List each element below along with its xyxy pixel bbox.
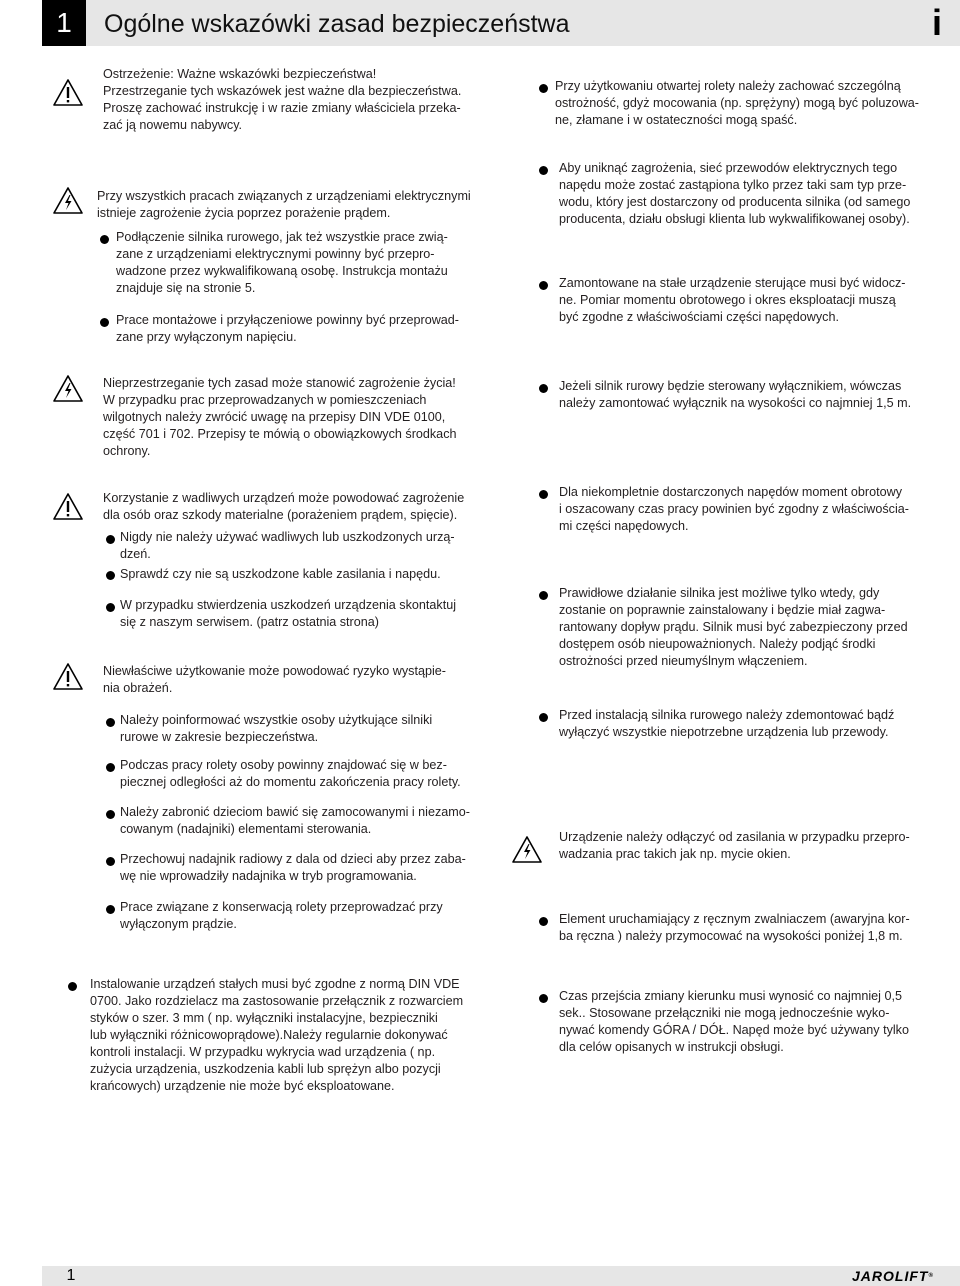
text-line: cowanym (nadajniki) elementami sterowania. bbox=[120, 822, 372, 836]
list-item bbox=[120, 529, 455, 563]
text-line: dzeń. bbox=[120, 547, 151, 561]
text-line: Niewłaściwe użytkowanie może powodować ryzyko wystąpie- bbox=[103, 664, 446, 678]
list-item bbox=[559, 484, 909, 535]
text-line: Prawidłowe działanie silnika jest możliwe tylko wtedy, gdy bbox=[559, 586, 880, 600]
warning-triangle-icon bbox=[52, 662, 84, 691]
bullet-icon bbox=[539, 713, 548, 722]
bullet-icon bbox=[106, 571, 115, 580]
text-line: Aby uniknąć zagrożenia, sieć przewodów elektrycznych tego bbox=[559, 161, 898, 175]
text-line: Nigdy nie należy używać wadliwych lub uszkodzonych urzą- bbox=[120, 530, 455, 544]
text-line: zać ją nowemu nabywcy. bbox=[103, 118, 243, 132]
list-item bbox=[559, 585, 908, 670]
bullet-icon bbox=[539, 84, 548, 93]
text-line: 0700. Jako rozdzielacz ma zastosowanie przełącznik z rozwarciem bbox=[90, 994, 464, 1008]
text-line: Przestrzeganie tych wskazówek jest ważne dla bezpieczeństwa. bbox=[103, 84, 462, 98]
text-line: sek.. Stosowane przełączniki nie mogą jednocześnie wyko- bbox=[559, 1006, 890, 1020]
electric-warning-2 bbox=[103, 375, 457, 460]
text-line: Urządzenie należy odłączyć od zasilania w przypadku przepro- bbox=[559, 830, 910, 844]
warning-defective bbox=[103, 490, 464, 524]
list-item bbox=[120, 712, 432, 746]
text-line: ostrożność, gdyż mocowania (np. sprężyny) mogą być poluzowa- bbox=[555, 96, 919, 110]
list-item bbox=[555, 78, 919, 129]
text-line: wadzania prac takich jak np. mycie okien. bbox=[559, 847, 791, 861]
logo-text: JAROLIFT bbox=[852, 1268, 929, 1284]
text-line: Element uruchamiający z ręcznym zwalniaczem (awaryjna kor- bbox=[559, 912, 910, 926]
list-item bbox=[116, 312, 459, 346]
electric-hazard-icon bbox=[52, 374, 84, 403]
list-item bbox=[120, 804, 470, 838]
warning-triangle-icon bbox=[52, 78, 84, 107]
text-line: dla osób oraz szkody materialne (porażeniem prądem, spięcie). bbox=[103, 508, 458, 522]
bullet-icon bbox=[539, 166, 548, 175]
text-line: W przypadku stwierdzenia uszkodzeń urządzenia skontaktuj bbox=[120, 598, 457, 612]
list-item bbox=[120, 566, 441, 583]
text-line: Prace związane z konserwacją rolety przeprowadzać przy bbox=[120, 900, 443, 914]
text-line: mi części napędowych. bbox=[559, 519, 689, 533]
bullet-icon bbox=[106, 810, 115, 819]
text-line: napędu może zostać zastąpiona tylko przez taki sam typ prze- bbox=[559, 178, 907, 192]
text-line: Czas przejścia zmiany kierunku musi wynosić co najmniej 0,5 bbox=[559, 989, 902, 1003]
text-line: zostanie on poprawnie zainstalowany i będzie miał zagwa- bbox=[559, 603, 886, 617]
text-line: Należy poinformować wszystkie osoby użytkujące silniki bbox=[120, 713, 433, 727]
info-icon: i bbox=[931, 2, 942, 43]
text-line: wyłączonym prądzie. bbox=[120, 917, 237, 931]
bullet-icon bbox=[539, 281, 548, 290]
electric-warning-3 bbox=[559, 829, 910, 863]
warning-triangle-icon bbox=[52, 492, 84, 521]
list-item bbox=[559, 988, 909, 1056]
list-item bbox=[559, 707, 894, 741]
list-item bbox=[120, 757, 461, 791]
list-item bbox=[90, 976, 463, 1095]
text-line: istnieje zagrożenie życia poprzez porażenie prądem. bbox=[97, 206, 391, 220]
text-line: rurowe w zakresie bezpieczeństwa. bbox=[120, 730, 319, 744]
text-line: Podczas pracy rolety osoby powinny znajdować się w bez- bbox=[120, 758, 447, 772]
text-line: wę nie wprowadziły nadajnika w tryb programowania. bbox=[120, 869, 417, 883]
bullet-icon bbox=[106, 763, 115, 772]
bullet-icon bbox=[106, 603, 115, 612]
text-line: Korzystanie z wadliwych urządzeń może powodować zagrożenie bbox=[103, 491, 465, 505]
bullet-icon bbox=[106, 718, 115, 727]
list-item bbox=[559, 911, 910, 945]
text-line: Należy zabronić dzieciom bawić się zamocowanymi i niezamo- bbox=[120, 805, 470, 819]
text-line: Sprawdź czy nie są uszkodzone kable zasilania i napędu. bbox=[120, 567, 441, 581]
text-line: Zamontowane na stałe urządzenie sterujące musi być widocz- bbox=[559, 276, 906, 290]
bullet-icon bbox=[539, 490, 548, 499]
text-line: krańcowych) urządzenie nie może być eksploatowane. bbox=[90, 1079, 395, 1093]
text-line: być zgodne z właściwościami części napędowych. bbox=[559, 310, 839, 324]
warning-general bbox=[103, 66, 461, 134]
text-line: styków o szer. 3 mm ( np. wyłączniki instalacyjne, bezpieczniki bbox=[90, 1011, 438, 1025]
text-line: zane z urządzeniami elektrycznymi powinny być przepro- bbox=[116, 247, 435, 261]
text-line: Przed instalacją silnika rurowego należy zdemontować bądź bbox=[559, 708, 895, 722]
text-line: Przy użytkowaniu otwartej rolety należy zachować szczególną bbox=[555, 79, 901, 93]
text-line: nia obrażeń. bbox=[103, 681, 173, 695]
text-line: Jeżeli silnik rurowy będzie sterowany wyłącznikiem, wówczas bbox=[559, 379, 902, 393]
text-line: się z naszym serwisem. (patrz ostatnia strona) bbox=[120, 615, 379, 629]
text-line: ne. Pomiar momentu obrotowego i okres eksploatacji muszą bbox=[559, 293, 896, 307]
text-line: producenta, działu obsługi klienta lub wykwalifikowanej osoby). bbox=[559, 212, 910, 226]
list-item bbox=[116, 229, 448, 297]
electric-hazard-icon bbox=[52, 186, 84, 215]
text-line: i oszacowany czas pracy powinien być zgodny z właściwościa- bbox=[559, 502, 909, 516]
text-line: W przypadku prac przeprowadzanych w pomieszczeniach bbox=[103, 393, 427, 407]
text-line: zużycia urządzenia, uszkodzenia kabli lub sprężyn albo pozycji bbox=[90, 1062, 441, 1076]
text-line: Instalowanie urządzeń stałych musi być zgodne z normą DIN VDE bbox=[90, 977, 460, 991]
bullet-icon bbox=[539, 994, 548, 1003]
page-title: Ogólne wskazówki zasad bezpieczeństwa bbox=[104, 10, 570, 38]
page-number: 1 bbox=[42, 1266, 100, 1286]
list-item bbox=[559, 160, 910, 228]
bullet-icon bbox=[106, 905, 115, 914]
footer-bar bbox=[100, 1266, 960, 1286]
text-line: ne, złamane i w ostateczności mogą spaść. bbox=[555, 113, 798, 127]
list-item bbox=[120, 851, 466, 885]
logo-mark: ® bbox=[928, 1273, 934, 1279]
bullet-icon bbox=[100, 318, 109, 327]
text-line: znajduje się na stronie 5. bbox=[116, 281, 256, 295]
text-line: wadzone przez wykwalifikowaną osobę. Instrukcja montażu bbox=[116, 264, 448, 278]
section-number: 1 bbox=[42, 0, 86, 46]
text-line: nywać komendy GÓRA / DÓŁ. Napęd może być używany tylko bbox=[559, 1023, 909, 1037]
list-item bbox=[559, 378, 911, 412]
text-line: Przy wszystkich pracach związanych z urządzeniami elektrycznymi bbox=[97, 189, 471, 203]
bullet-icon bbox=[106, 535, 115, 544]
list-item bbox=[559, 275, 906, 326]
text-line: ostrożności przed nieumyślnym włączeniem. bbox=[559, 654, 808, 668]
bullet-icon bbox=[68, 982, 77, 991]
text-line: Prace montażowe i przyłączeniowe powinny być przeprowad- bbox=[116, 313, 459, 327]
text-line: ba ręczna ) należy przymocować na wysokości poniżej 1,8 m. bbox=[559, 929, 903, 943]
text-line: dla celów opisanych w instrukcji obsługi. bbox=[559, 1040, 784, 1054]
electric-hazard-icon bbox=[511, 835, 543, 864]
text-line: kontroli instalacji. W przypadku wykrycia wad urządzenia ( np. bbox=[90, 1045, 436, 1059]
jarolift-logo bbox=[852, 1268, 934, 1284]
text-line: wyłączyć wszystkie niepotrzebne urządzenia lub przewody. bbox=[559, 725, 889, 739]
text-line: część 701 i 702. Przepisy te mówią o obowiązkowych środkach bbox=[103, 427, 457, 441]
warning-misuse bbox=[103, 663, 446, 697]
electric-warning-1 bbox=[97, 188, 471, 222]
list-item bbox=[120, 597, 456, 631]
text-line: piecznej odległości aż do momentu zakończenia pracy rolety. bbox=[120, 775, 461, 789]
text-line: lub wyłączniki różnicowoprądowe).Należy regularnie dokonywać bbox=[90, 1028, 448, 1042]
bullet-icon bbox=[539, 384, 548, 393]
text-line: Przechowuj nadajnik radiowy z dala od dzieci aby przez zaba- bbox=[120, 852, 466, 866]
bullet-icon bbox=[539, 917, 548, 926]
list-item bbox=[120, 899, 443, 933]
text-line: rantowany dopływ prądu. Silnik musi być zabezpieczony przed bbox=[559, 620, 908, 634]
bullet-icon bbox=[100, 235, 109, 244]
text-line: ochrony. bbox=[103, 444, 151, 458]
text-line: Nieprzestrzeganie tych zasad może stanowić zagrożenie życia! bbox=[103, 376, 456, 390]
text-line: zane przy wyłączonym napięciu. bbox=[116, 330, 297, 344]
text-line: Podłączenie silnika rurowego, jak też wszystkie prace zwią- bbox=[116, 230, 448, 244]
text-line: należy zamontować wyłącznik na wysokości co najmniej 1,5 m. bbox=[559, 396, 912, 410]
bullet-icon bbox=[539, 591, 548, 600]
text-line: wilgotnych należy zwrócić uwagę na przepisy DIN VDE 0100, bbox=[103, 410, 446, 424]
text-line: Proszę zachować instrukcję i w razie zmiany właściciela przeka- bbox=[103, 101, 461, 115]
text-line: Ostrzeżenie: Ważne wskazówki bezpieczeństwa! bbox=[103, 67, 377, 81]
text-line: wodu, który jest dostarczony od producenta silnika (od samego bbox=[559, 195, 911, 209]
text-line: dostępem osób nieupoważnionych. Należy podjąć środki bbox=[559, 637, 876, 651]
bullet-icon bbox=[106, 857, 115, 866]
text-line: Dla niekompletnie dostarczonych napędów moment obrotowy bbox=[559, 485, 903, 499]
